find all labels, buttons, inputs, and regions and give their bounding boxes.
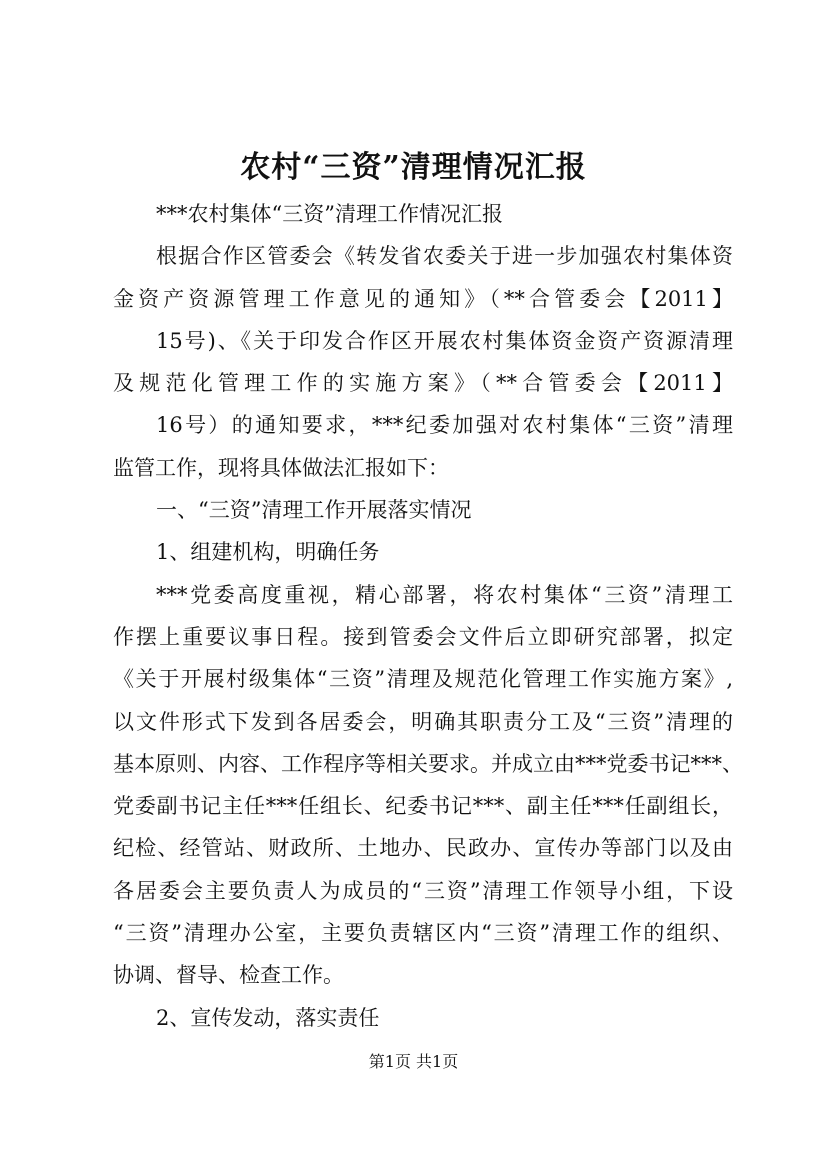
paragraph-line: 及规范化管理工作的实施方案》（**合管委会【2011】	[113, 371, 733, 396]
paragraph-line: 基本原则、内容、工作程序等相关要求。并成立由***党委书记***、	[113, 751, 743, 776]
document-body	[113, 193, 743, 1039]
paragraph-line: 监管工作，现将具体做法汇报如下：	[113, 455, 449, 480]
paragraph-line: ***农村集体“三资”清理工作情况汇报	[156, 202, 503, 226]
paragraph-line: 金资产资源管理工作意见的通知》（**合管委会【2011】	[113, 286, 733, 311]
section-heading: 一、“三资”清理工作开展落实情况	[156, 498, 472, 523]
paragraph-line: ***党委高度重视，精心部署，将农村集体“三资”清理工	[156, 582, 733, 607]
document-title: 农村“三资”清理情况汇报	[240, 150, 587, 185]
subsection-heading: 2、宣传发动，落实责任	[156, 1005, 380, 1030]
paragraph-line: 根据合作区管委会《转发省农委关于进一步加强农村集体资	[156, 244, 733, 269]
paragraph-line: 各居委会主要负责人为成员的“三资”清理工作领导小组，下设	[113, 878, 733, 903]
paragraph-line: “三资”清理办公室，主要负责辖区内“三资”清理工作的组织、	[113, 921, 733, 946]
paragraph-line: 《关于开展村级集体“三资”清理及规范化管理工作实施方案》,	[113, 667, 733, 692]
paragraph-line: 作摆上重要议事日程。接到管委会文件后立即研究部署，拟定	[113, 624, 733, 649]
paragraph-line: 以文件形式下发到各居委会，明确其职责分工及“三资”清理的	[113, 709, 733, 734]
paragraph-line: 16号）的通知要求，***纪委加强对农村集体“三资”清理	[156, 413, 733, 438]
paragraph-line: 协调、督导、检查工作。	[113, 963, 344, 988]
paragraph-line: 纪检、经管站、财政所、土地办、民政办、宣传办等部门以及由	[113, 836, 733, 861]
page-footer: 第1页 共1页	[368, 1052, 459, 1071]
subsection-heading: 1、组建机构，明确任务	[156, 540, 380, 565]
paragraph-line: 党委副书记主任***任组长、纪委书记***、副主任***任副组长，	[113, 794, 733, 819]
paragraph-line: 15号)、《关于印发合作区开展农村集体资金资产资源清理	[156, 328, 733, 353]
